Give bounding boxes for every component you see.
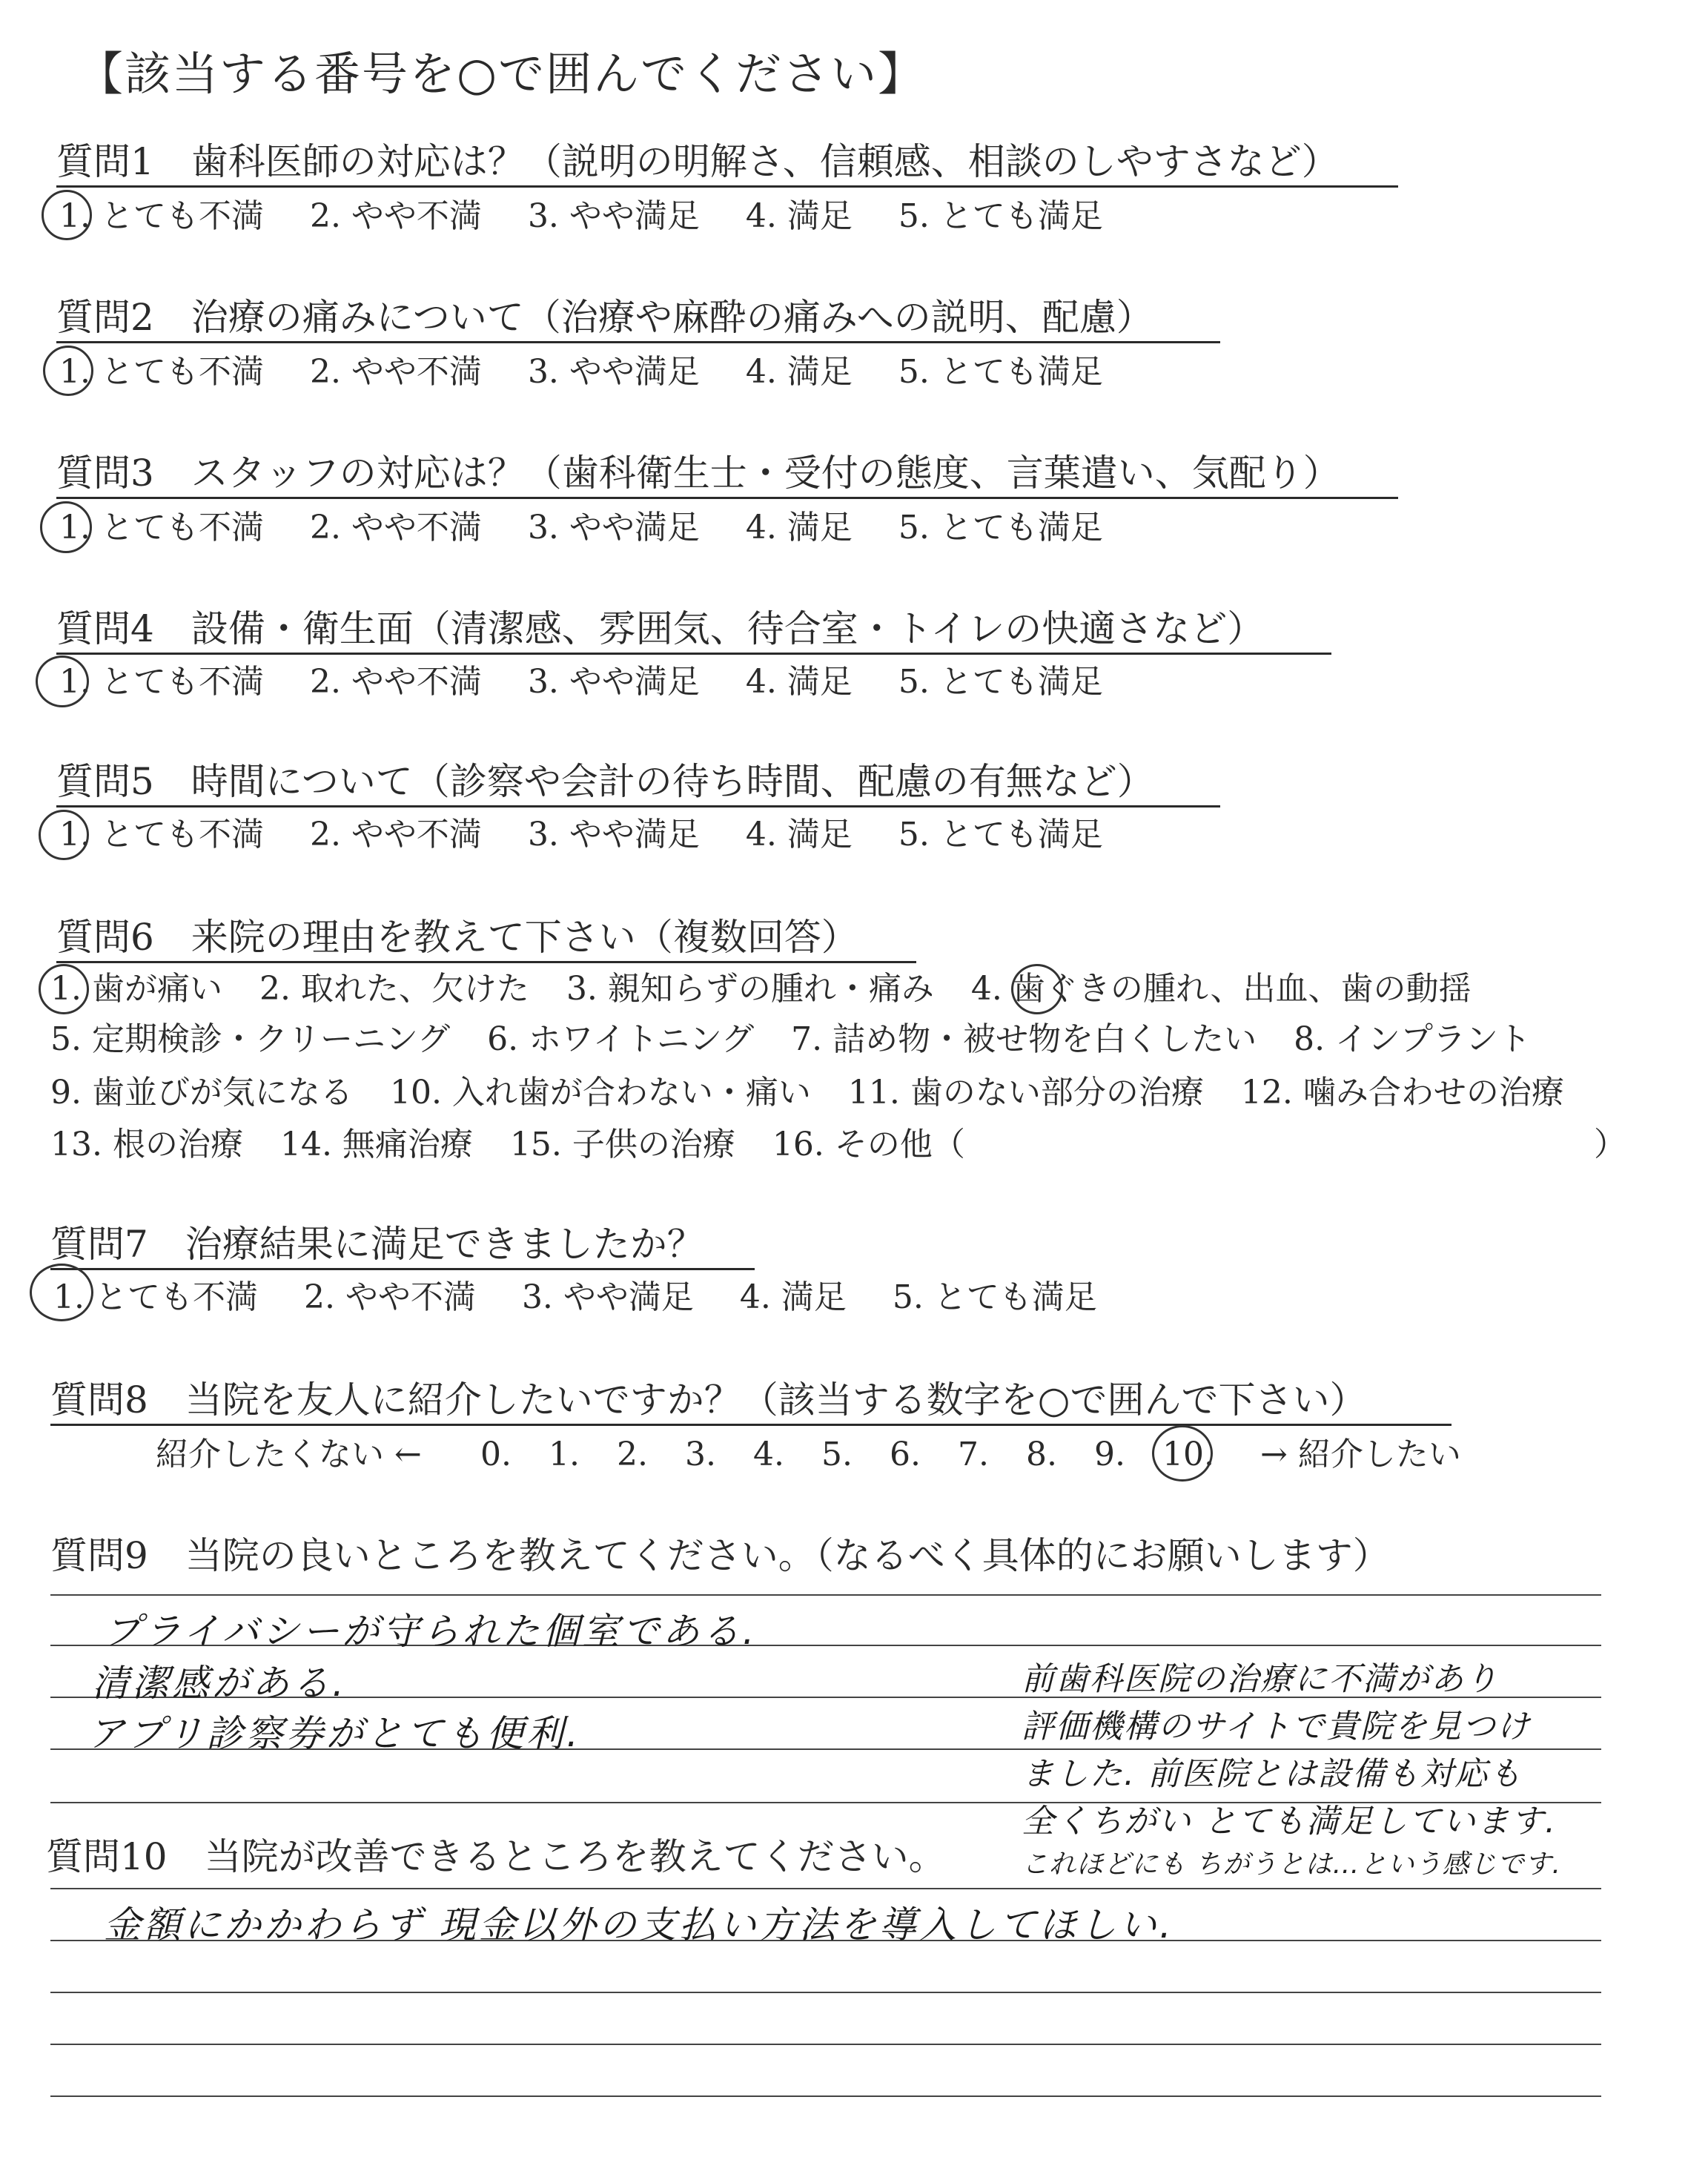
- option-4[interactable]: 4. 満足: [745, 663, 853, 701]
- question-7-options: [53, 1277, 1143, 1318]
- option-4[interactable]: 4. 満足: [745, 197, 853, 235]
- question-10-heading: 質問10 当院が改善できるところを教えてください。: [46, 1835, 946, 1878]
- option-2[interactable]: 2. やや不満: [309, 816, 482, 853]
- question-6-row-4: [50, 1124, 965, 1166]
- q9-side-note-3: ました. 前医院とは設備も対応も: [1022, 1755, 1523, 1793]
- q9-answer-1: プライバシーが守られた個室である.: [104, 1610, 758, 1653]
- option-2[interactable]: 2. やや不満: [309, 509, 482, 546]
- option-4[interactable]: 4. 満足: [739, 1278, 847, 1316]
- reason-option[interactable]: 4. 歯ぐきの腫れ、出血、歯の動揺: [970, 970, 1472, 1008]
- q9-side-note-4: 全くちがい とても満足しています.: [1022, 1803, 1557, 1840]
- question-3-heading: 質問3 スタッフの対応は？（歯科衛生士・受付の態度、言葉遣い、気配り）: [56, 452, 1340, 495]
- option-3[interactable]: 3. やや満足: [527, 353, 700, 391]
- reason-option[interactable]: 15. 子供の治療: [509, 1126, 735, 1163]
- scale-0[interactable]: 0.: [480, 1436, 512, 1473]
- question-2-options: [59, 351, 1149, 393]
- selection-circle: [1011, 964, 1063, 1014]
- question-1-heading: 質問1 歯科医師の対応は？（説明の明解さ、信頼感、相談のしやすさなど）: [56, 140, 1339, 183]
- option-2[interactable]: 2. やや不満: [309, 197, 482, 235]
- option-3[interactable]: 3. やや満足: [527, 197, 700, 235]
- page-title: 【該当する番号を○で囲んでください】: [77, 47, 926, 101]
- question-1-underline: [56, 185, 1398, 188]
- option-2[interactable]: 2. やや不満: [303, 1278, 476, 1316]
- question-7-underline: [50, 1268, 755, 1270]
- answer-line: [50, 1594, 1601, 1596]
- option-4[interactable]: 4. 満足: [745, 816, 853, 853]
- question-6-row-2: [50, 1019, 1568, 1060]
- reason-option[interactable]: 5. 定期検診・クリーニング: [50, 1020, 451, 1058]
- reason-option[interactable]: 10. 入れ歯が合わない・痛い: [389, 1074, 811, 1112]
- question-6-row-1: [50, 968, 1509, 1010]
- option-3[interactable]: 3. やや満足: [521, 1278, 694, 1316]
- selection-circle: [39, 810, 89, 860]
- option-4[interactable]: 4. 満足: [745, 509, 853, 546]
- scale-9[interactable]: 9.: [1094, 1436, 1125, 1473]
- reason-option[interactable]: 11. 歯のない部分の治療: [847, 1074, 1204, 1112]
- reason-option[interactable]: 1. 歯が痛い: [50, 970, 222, 1008]
- reason-option[interactable]: 14. 無痛治療: [279, 1126, 473, 1163]
- reason-option[interactable]: 8. インプラント: [1294, 1020, 1532, 1058]
- answer-line: [50, 1992, 1601, 1993]
- option-1[interactable]: 1. とても不満: [59, 197, 264, 235]
- q9-side-note-2: 評価機構のサイトで貴院を見つけ: [1022, 1708, 1531, 1745]
- question-8-scale: [480, 1434, 1231, 1476]
- answer-line: [50, 1888, 1601, 1889]
- selection-circle: [36, 655, 89, 707]
- selection-circle: [1152, 1425, 1213, 1482]
- reason-option[interactable]: 2. 取れた、欠けた: [259, 970, 529, 1008]
- question-2-heading: 質問2 治療の痛みについて（治療や麻酔の痛みへの説明、配慮）: [56, 296, 1153, 339]
- option-1[interactable]: 1. とても不満: [59, 509, 264, 546]
- reason-option[interactable]: 13. 根の治療: [50, 1126, 243, 1163]
- scale-1[interactable]: 1.: [549, 1436, 580, 1473]
- option-5[interactable]: 5. とても満足: [898, 509, 1103, 546]
- option-5[interactable]: 5. とても満足: [898, 663, 1103, 701]
- option-3[interactable]: 3. やや満足: [527, 816, 700, 853]
- selection-circle: [42, 190, 92, 240]
- option-3[interactable]: 3. やや満足: [527, 663, 700, 701]
- question-5-options: [59, 814, 1149, 856]
- question-9-heading: 質問9 当院の良いところを教えてください。（なるべく具体的にお願いします）: [50, 1534, 1390, 1577]
- option-5[interactable]: 5. とても満足: [892, 1278, 1097, 1316]
- q10-answer-1: 金額にかかわらず 現金以外の支払い方法を導入してほしい.: [104, 1903, 1174, 1946]
- scale-4[interactable]: 4.: [753, 1436, 784, 1473]
- q9-answer-2: 清潔感がある.: [92, 1662, 347, 1705]
- option-2[interactable]: 2. やや不満: [309, 353, 482, 391]
- question-4-underline: [56, 653, 1331, 655]
- question-5-heading: 質問5 時間について（診察や会計の待ち時間、配慮の有無など）: [56, 760, 1154, 803]
- reason-other-label[interactable]: 16. その他（: [772, 1126, 965, 1163]
- selection-circle: [40, 501, 92, 553]
- reason-other-close: ）: [1594, 1126, 1626, 1163]
- answer-line: [50, 2044, 1601, 2045]
- question-8-heading: 質問8 当院を友人に紹介したいですか？（該当する数字を○で囲んで下さい）: [50, 1378, 1367, 1421]
- scale-5[interactable]: 5.: [821, 1436, 853, 1473]
- option-5[interactable]: 5. とても満足: [898, 197, 1103, 235]
- option-1[interactable]: 1. とても不満: [53, 1278, 258, 1316]
- question-7-heading: 質問7 治療結果に満足できましたか？: [50, 1223, 704, 1266]
- scale-3[interactable]: 3.: [685, 1436, 716, 1473]
- answer-line: [50, 2095, 1601, 2097]
- scale-2[interactable]: 2.: [617, 1436, 648, 1473]
- q9-side-note-1: 前歯科医院の治療に不満があり: [1022, 1660, 1499, 1698]
- question-8-left-label: 紹介したくない ←: [156, 1436, 422, 1473]
- question-2-underline: [56, 341, 1220, 343]
- reason-option[interactable]: 9. 歯並びが気になる: [50, 1074, 353, 1112]
- option-1[interactable]: 1. とても不満: [59, 816, 264, 853]
- question-8-right-label: → 紹介したい: [1260, 1436, 1461, 1473]
- option-5[interactable]: 5. とても満足: [898, 816, 1103, 853]
- question-6-row-3: [50, 1072, 1601, 1114]
- q9-answer-3: アプリ診察券がとても便利.: [87, 1712, 581, 1755]
- scale-7[interactable]: 7.: [958, 1436, 989, 1473]
- question-5-underline: [56, 805, 1220, 807]
- question-4-options: [59, 661, 1149, 703]
- question-6-underline: [56, 961, 916, 963]
- option-5[interactable]: 5. とても満足: [898, 353, 1103, 391]
- question-3-underline: [56, 497, 1398, 499]
- option-3[interactable]: 3. やや満足: [527, 509, 700, 546]
- scale-10[interactable]: 10.: [1162, 1436, 1214, 1473]
- scale-8[interactable]: 8.: [1026, 1436, 1057, 1473]
- selection-circle: [30, 1264, 93, 1321]
- scale-6[interactable]: 6.: [890, 1436, 921, 1473]
- question-8-underline: [50, 1424, 1452, 1426]
- reason-option[interactable]: 3. 親知らずの腫れ・痛み: [566, 970, 934, 1008]
- question-6-heading: 質問6 来院の理由を教えて下さい（複数回答）: [56, 916, 858, 959]
- option-1[interactable]: 1. とても不満: [59, 663, 264, 701]
- selection-circle: [43, 346, 93, 396]
- selection-circle: [39, 964, 89, 1014]
- q9-side-note-5: これほどにも ちがうとは…という感じです.: [1022, 1849, 1561, 1880]
- option-1[interactable]: 1. とても不満: [59, 353, 264, 391]
- question-1-options: [59, 196, 1149, 237]
- option-2[interactable]: 2. やや不満: [309, 663, 482, 701]
- question-4-heading: 質問4 設備・衛生面（清潔感、雰囲気、待合室・トイレの快適さなど）: [56, 607, 1265, 650]
- option-4[interactable]: 4. 満足: [745, 353, 853, 391]
- reason-option[interactable]: 7. 詰め物・被せ物を白くしたい: [791, 1020, 1257, 1058]
- question-3-options: [59, 507, 1149, 549]
- reason-option[interactable]: 12. 噛み合わせの治療: [1240, 1074, 1564, 1112]
- reason-option[interactable]: 6. ホワイトニング: [487, 1020, 755, 1058]
